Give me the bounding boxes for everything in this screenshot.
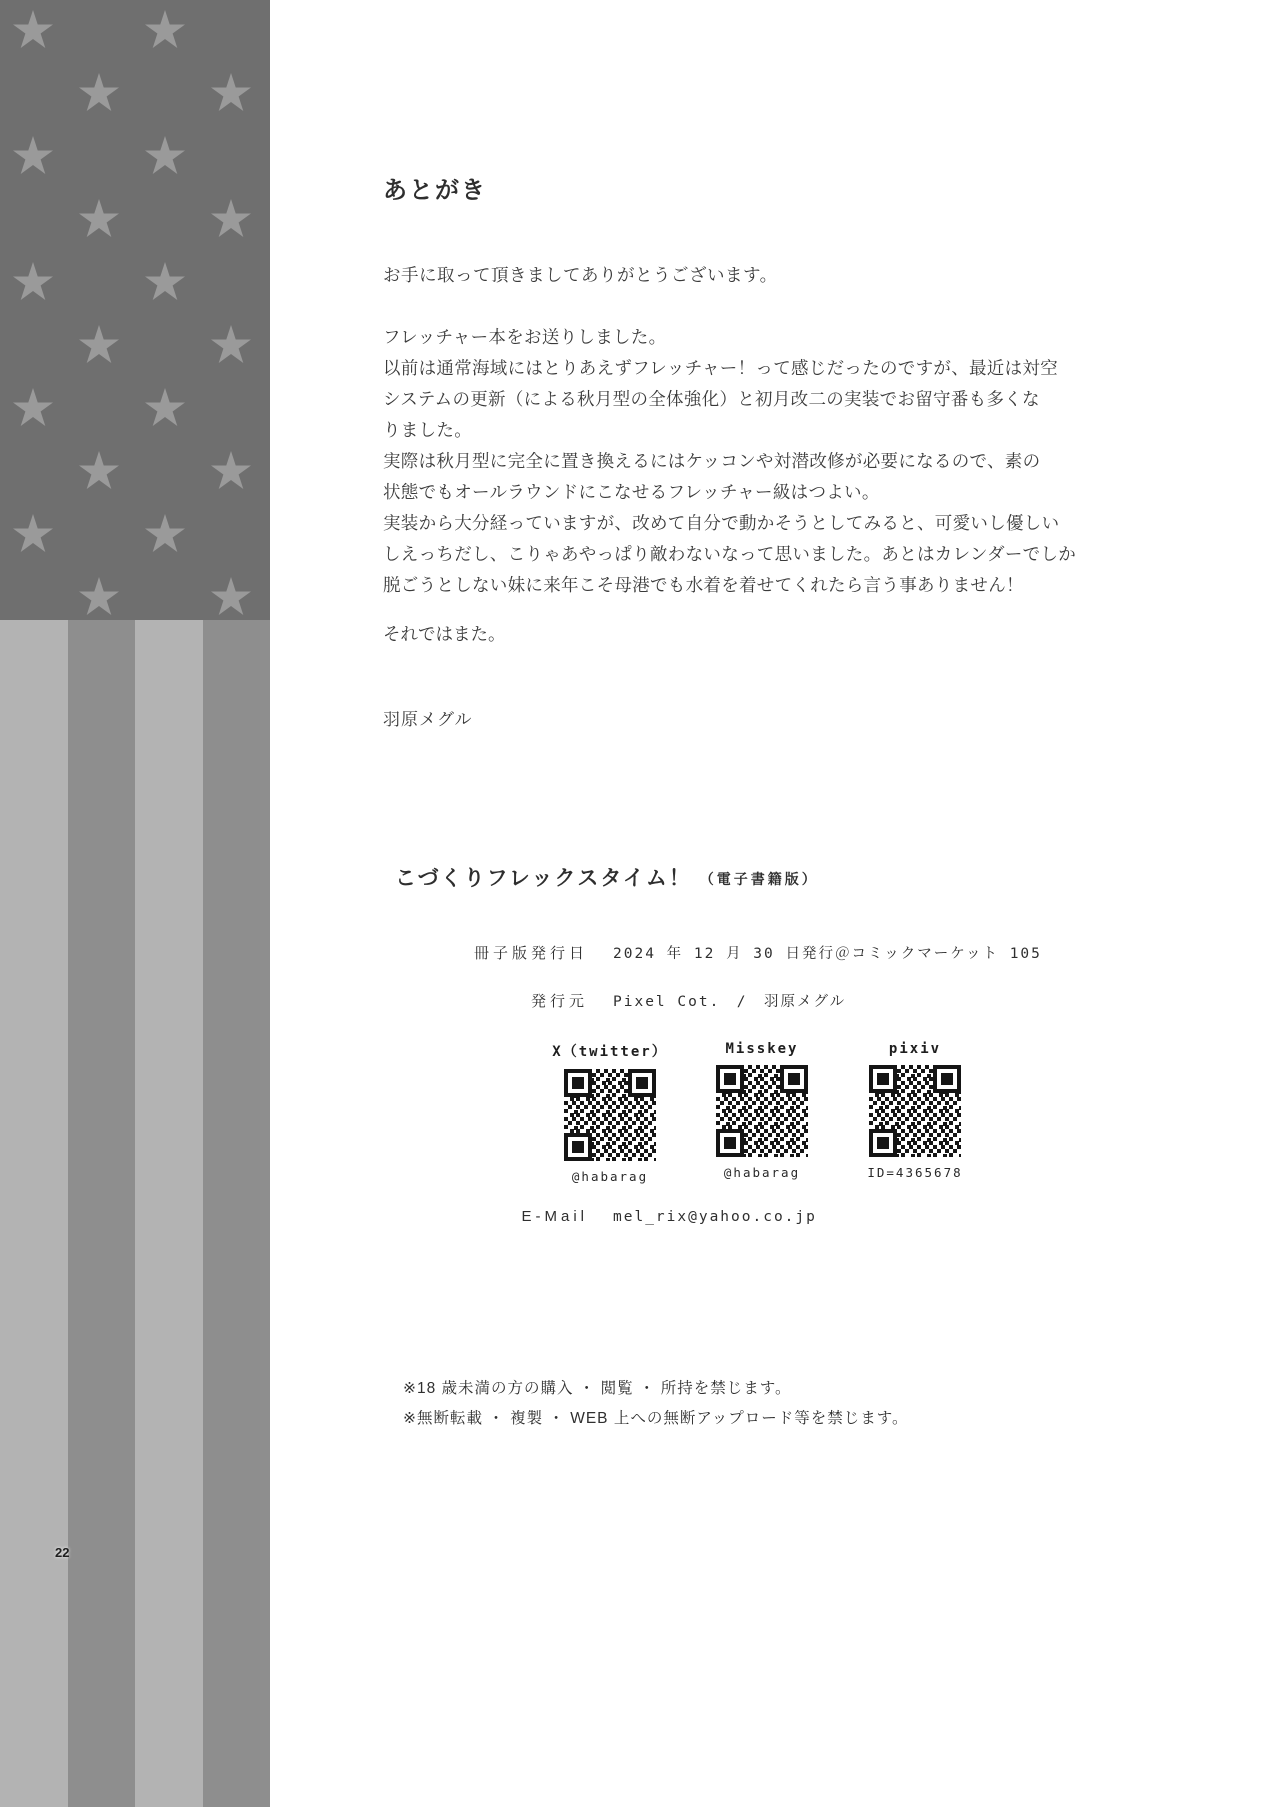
afterword-title: あとがき — [383, 177, 487, 204]
qr-code-twitter — [530, 1069, 690, 1163]
book-title-edition: （電子書籍版） — [699, 871, 819, 887]
sns-column-pixiv — [835, 1041, 995, 1180]
publish-date-value: 2024 年 12 月 30 日発行＠コミックマーケット 105 — [613, 946, 1042, 962]
afterword-closing: それではまた。 — [383, 624, 506, 644]
author-name: 羽原メグル — [383, 710, 473, 729]
sns-twitter-label: X（twitter） — [552, 1044, 668, 1060]
notice-no-reupload: ※無断転載 ・ 複製 ・ WEB 上への無断アップロード等を禁じます。 — [403, 1410, 909, 1427]
book-title-main: こづくりフレックスタイム！ — [395, 867, 692, 890]
colophon-row-email — [383, 1208, 817, 1225]
qr-code-pixiv — [835, 1065, 995, 1159]
afterword-line: 脱ごうとしない妹に来年こそ母港でも水着を着せてくれたら言う事ありません！ — [383, 575, 1024, 595]
afterword-line: フレッチャー本をお送りしました。 — [383, 327, 667, 347]
email-value: mel_rix@yahoo.co.jp — [613, 1209, 817, 1225]
flag-artwork — [0, 0, 270, 1807]
afterword-line: 実装から大分経っていますが、改めて自分で動かそうとしてみると、可愛いし優しい — [383, 513, 1060, 533]
colophon-row-publisher — [383, 990, 846, 1011]
afterword-line: 実際は秋月型に完全に置き換えるにはケッコンや対潜改修が必要になるので、素の — [383, 451, 1041, 471]
flag-star-canton — [0, 0, 270, 620]
sns-column-misskey — [682, 1041, 842, 1180]
legal-notices — [403, 1374, 909, 1434]
page-number: 22 — [55, 1545, 70, 1560]
sns-column-twitter — [530, 1041, 690, 1184]
publisher-value: Pixel Cot. / 羽原メグル — [613, 994, 847, 1010]
email-label: E-Mail — [521, 1208, 588, 1225]
sns-pixiv-id: ID=4365678 — [867, 1165, 963, 1180]
sns-twitter-handle: @habarag — [571, 1169, 649, 1184]
qr-code-misskey — [682, 1065, 842, 1159]
publisher-label: 発行元 — [530, 993, 588, 1010]
notice-age-restriction: ※18 歳未満の方の購入 ・ 閲覧 ・ 所持を禁じます。 — [403, 1380, 792, 1397]
afterword-line: りました。 — [383, 420, 472, 440]
afterword-body — [383, 322, 1077, 601]
afterword-line: 状態でもオールラウンドにこなせるフレッチャー級はつよい。 — [383, 482, 880, 502]
publish-date-label: 冊子版発行日 — [473, 945, 588, 962]
book-title — [395, 862, 819, 892]
sns-pixiv-label: pixiv — [888, 1041, 942, 1057]
afterword-greeting: お手に取って頂きましてありがとうございます。 — [383, 265, 778, 285]
afterword-line: 以前は通常海域にはとりあえずフレッチャー！って感じだったのですが、最近は対空 — [383, 358, 1058, 378]
afterword-line: しえっちだし、こりゃあやっぱり敵わないなって思いました。あとはカレンダーでしか — [383, 544, 1077, 564]
sns-misskey-handle: @habarag — [723, 1165, 801, 1180]
sns-misskey-label: Misskey — [725, 1041, 799, 1057]
afterword-line: システムの更新（による秋月型の全体強化）と初月改二の実装でお留守番も多くな — [383, 389, 1040, 409]
colophon-row-publish-date — [383, 942, 1042, 963]
